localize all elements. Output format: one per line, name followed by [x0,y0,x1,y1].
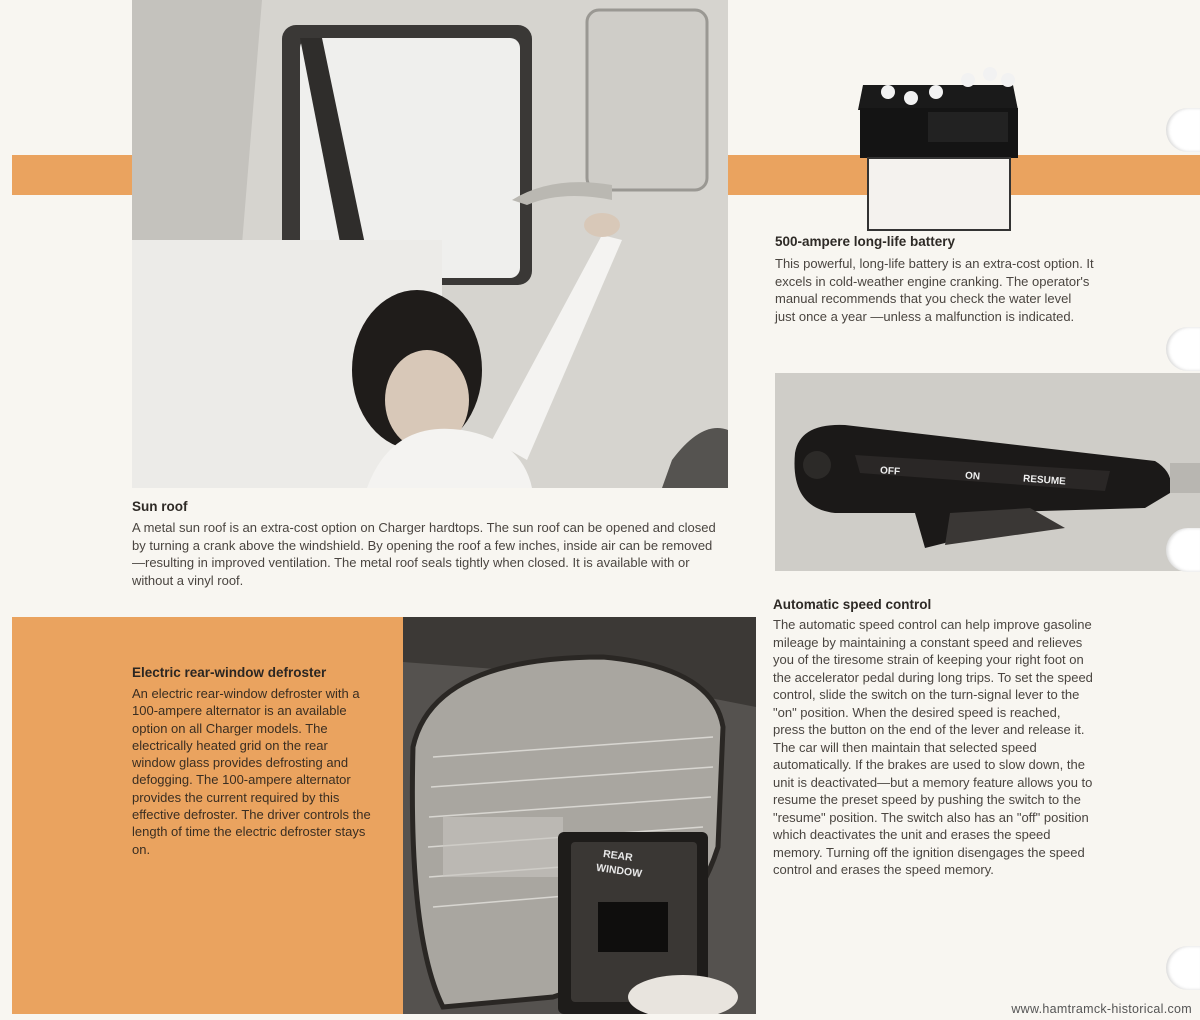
battery-heading: 500-ampere long-life battery [775,234,956,249]
speed-control-description: The automatic speed control can help improve gasoline mileage by maintaining a constant speed and relieves you of the tiresome strain of keeping your right foot on the accelerator pedal during long trips. To set the speed control, slide the switch on the turn-signal lever to the "on" position. When the desired speed is reached, press the button on the end of the lever and release it. The car will then maintain that selected speed automatically. If the brakes are used to slow down, the unit is deactivated—but a memory feature allows you to resume the preset speed by pushing the switch to the "resume" position. The switch also has an "off" position which deactivates the unit and erases the speed memory. Turning off the ignition disengages the speed control and erases the speed memory. [773,617,1093,877]
sunroof-heading: Sun roof [132,499,188,514]
orange-stripe-left [12,155,132,195]
defroster-heading: Electric rear-window defroster [132,665,327,680]
rear-window-switch-label-line1: REAR [602,847,634,865]
binder-hole [1166,946,1200,990]
speed-control-heading: Automatic speed control [773,597,932,612]
binder-hole [1166,108,1200,152]
sunroof-photo [132,0,728,488]
battery-photo [848,50,1028,232]
sunroof-description: A metal sun roof is an extra-cost option on Charger hardtops. The sun roof can be opened and closed by turning a crank above the windshield. By opening the roof a few inches, inside air can be removed—resulting in improved ventilation. The metal roof seals tightly when closed. It is available with or without a vinyl roof. [132,520,716,588]
defroster-photo [403,617,756,1014]
binder-hole [1166,327,1200,371]
lever-label-on: ON [964,470,981,483]
speed-control-photo [775,373,1200,571]
defroster-description: An electric rear-window defroster with a 100-ampere alternator is an available option on all Charger models. The electrically heated grid on the rear window glass provides defrosting and defogging. The 100-ampere alternator provides the current required by this effective defroster. The driver controls the length of time the electric defroster stays on. [132,686,371,857]
rear-window-switch-label-line2: WINDOW [595,861,643,881]
watermark: www.hamtramck-historical.com [1011,1002,1192,1016]
lever-label-off: OFF [879,465,901,478]
battery-description: This powerful, long-life battery is an extra-cost option. It excels in cold-weather engine cranking. The operator's manual recommends that you check the water level just once a year —unless a malfunction is indicated. [775,256,1094,324]
lever-label-resume: RESUME [1022,473,1067,488]
